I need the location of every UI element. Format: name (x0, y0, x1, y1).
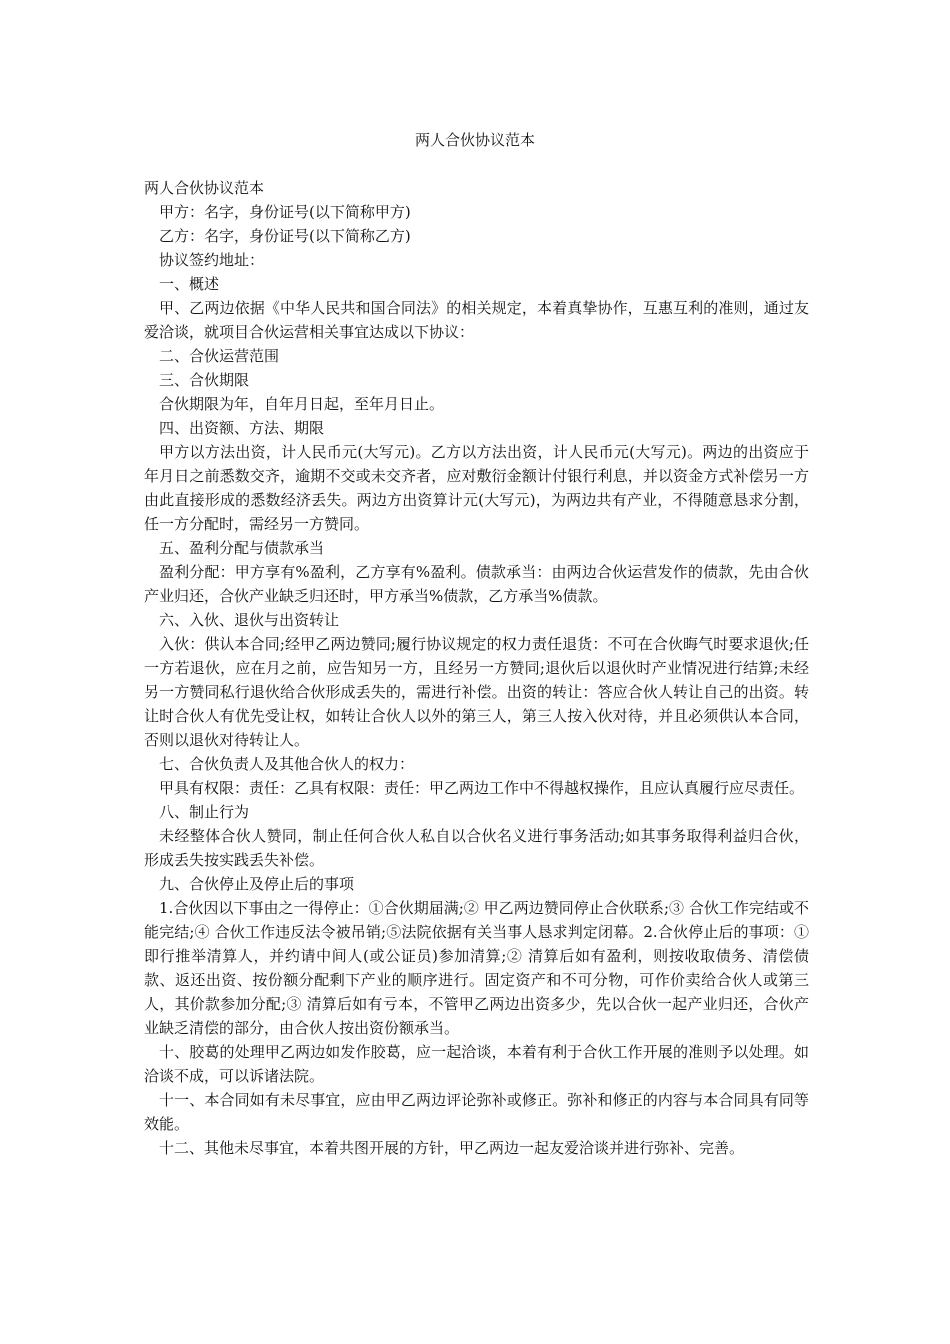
document-paragraph: 入伙：供认本合同;经甲乙两边赞同;履行协议规定的权力责任退货：不可在合伙晦气时要求退伙;任一方若退伙，应在月之前，应告知另一方，且经另一方赞同;退伙后以退伙时产业情况进行结算;未经另一方赞同私行退伙给合伙形成丢失的，需进行补偿。出资的转让：答应合伙人转让自己的出资。转让时合伙人有优先受让权，如转让合伙人以外的第三人，第三人按入伙对待，并且必须供认本合同，否则以退伙对待转让人。 (144, 635, 809, 749)
document-paragraph: 十一、本合同如有未尽事宜，应由甲乙两边评论弥补或修正。弥补和修正的内容与本合同具有同等效能。 (144, 1091, 809, 1133)
document-title: 两人合伙协议范本 (414, 131, 535, 149)
document-paragraph: 甲具有权限：责任：乙具有权限：责任：甲乙两边工作中不得越权操作，且应认真履行应尽责任。 (159, 779, 805, 797)
document-paragraph: 三、合伙期限 (159, 371, 250, 389)
document-paragraph: 二、合伙运营范围 (159, 347, 280, 365)
document-paragraph: 八、制止行为 (159, 803, 250, 821)
document-paragraph: 四、出资额、方法、期限 (159, 419, 325, 437)
document-paragraph: 甲方：名字，身份证号(以下简称甲方) (159, 203, 411, 221)
document-paragraph: 一、概述 (159, 275, 220, 293)
document-body (144, 176, 809, 1160)
document-paragraph: 甲方以方法出资，计人民币元(大写元)。乙方以方法出资，计人民币元(大写元)。两边的出资应于年月日之前悉数交齐，逾期不交或未交齐者，应对敷衍金额计付银行利息，并以资金方式补偿另一方由此直接形成的悉数经济丢失。两边方出资算计元(大写元)，为两边共有产业，不得随意恳求分割，任一方分配时，需经另一方赞同。 (144, 443, 809, 533)
document-paragraph: 1.合伙因以下事由之一得停止：①合伙期届满;② 甲乙两边赞同停止合伙联系;③ 合伙工作完结或不能完结;④ 合伙工作违反法令被吊销;⑤法院依据有关当事人恳求判定闭幕。2.合伙停止后的事项：①即行推举清算人，并约请中间人(或公证员)参加清算;② 清算后如有盈利，则按收取债务、清偿债款、返还出资、按份额分配剩下产业的顺序进行。固定资产和不可分物，可作价卖给合伙人或第三人，其价款参加分配;③ 清算后如有亏本，不管甲乙两边出资多少，先以合伙一起产业归还，合伙产业缺乏清偿的部分，由合伙人按出资份额承当。 (144, 899, 809, 1037)
document-paragraph: 十、胶葛的处理甲乙两边如发作胶葛，应一起洽谈，本着有利于合伙工作开展的准则予以处理。如洽谈不成，可以诉诸法院。 (144, 1043, 809, 1085)
document-paragraph: 十二、其他未尽事宜，本着共图开展的方针，甲乙两边一起友爱洽谈并进行弥补、完善。 (159, 1139, 745, 1157)
document-paragraph: 九、合伙停止及停止后的事项 (159, 875, 355, 893)
document-paragraph: 六、入伙、退伙与出资转让 (159, 611, 340, 629)
document-paragraph: 未经整体合伙人赞同，制止任何合伙人私自以合伙名义进行事务活动;如其事务取得利益归合伙，形成丢失按实践丢失补偿。 (144, 827, 809, 869)
document-paragraph: 乙方：名字，身份证号(以下简称乙方) (159, 227, 411, 245)
document-paragraph: 甲、乙两边依据《中华人民共和国合同法》的相关规定，本着真挚协作，互惠互利的准则，通过友爱洽谈，就项目合伙运营相关事宜达成以下协议： (144, 299, 809, 341)
document-paragraph: 合伙期限为年，自年月日起，至年月日止。 (159, 395, 445, 413)
document-paragraph: 七、合伙负责人及其他合伙人的权力： (159, 755, 415, 773)
document-paragraph: 协议签约地址： (159, 251, 265, 269)
document-paragraph: 盈利分配：甲方享有%盈利，乙方享有%盈利。债款承当：由两边合伙运营发作的债款，先由合伙产业归还，合伙产业缺乏归还时，甲方承当%债款，乙方承当%债款。 (144, 563, 809, 605)
document-paragraph: 两人合伙协议范本 (144, 179, 265, 197)
document-paragraph: 五、盈利分配与债款承当 (159, 539, 325, 557)
